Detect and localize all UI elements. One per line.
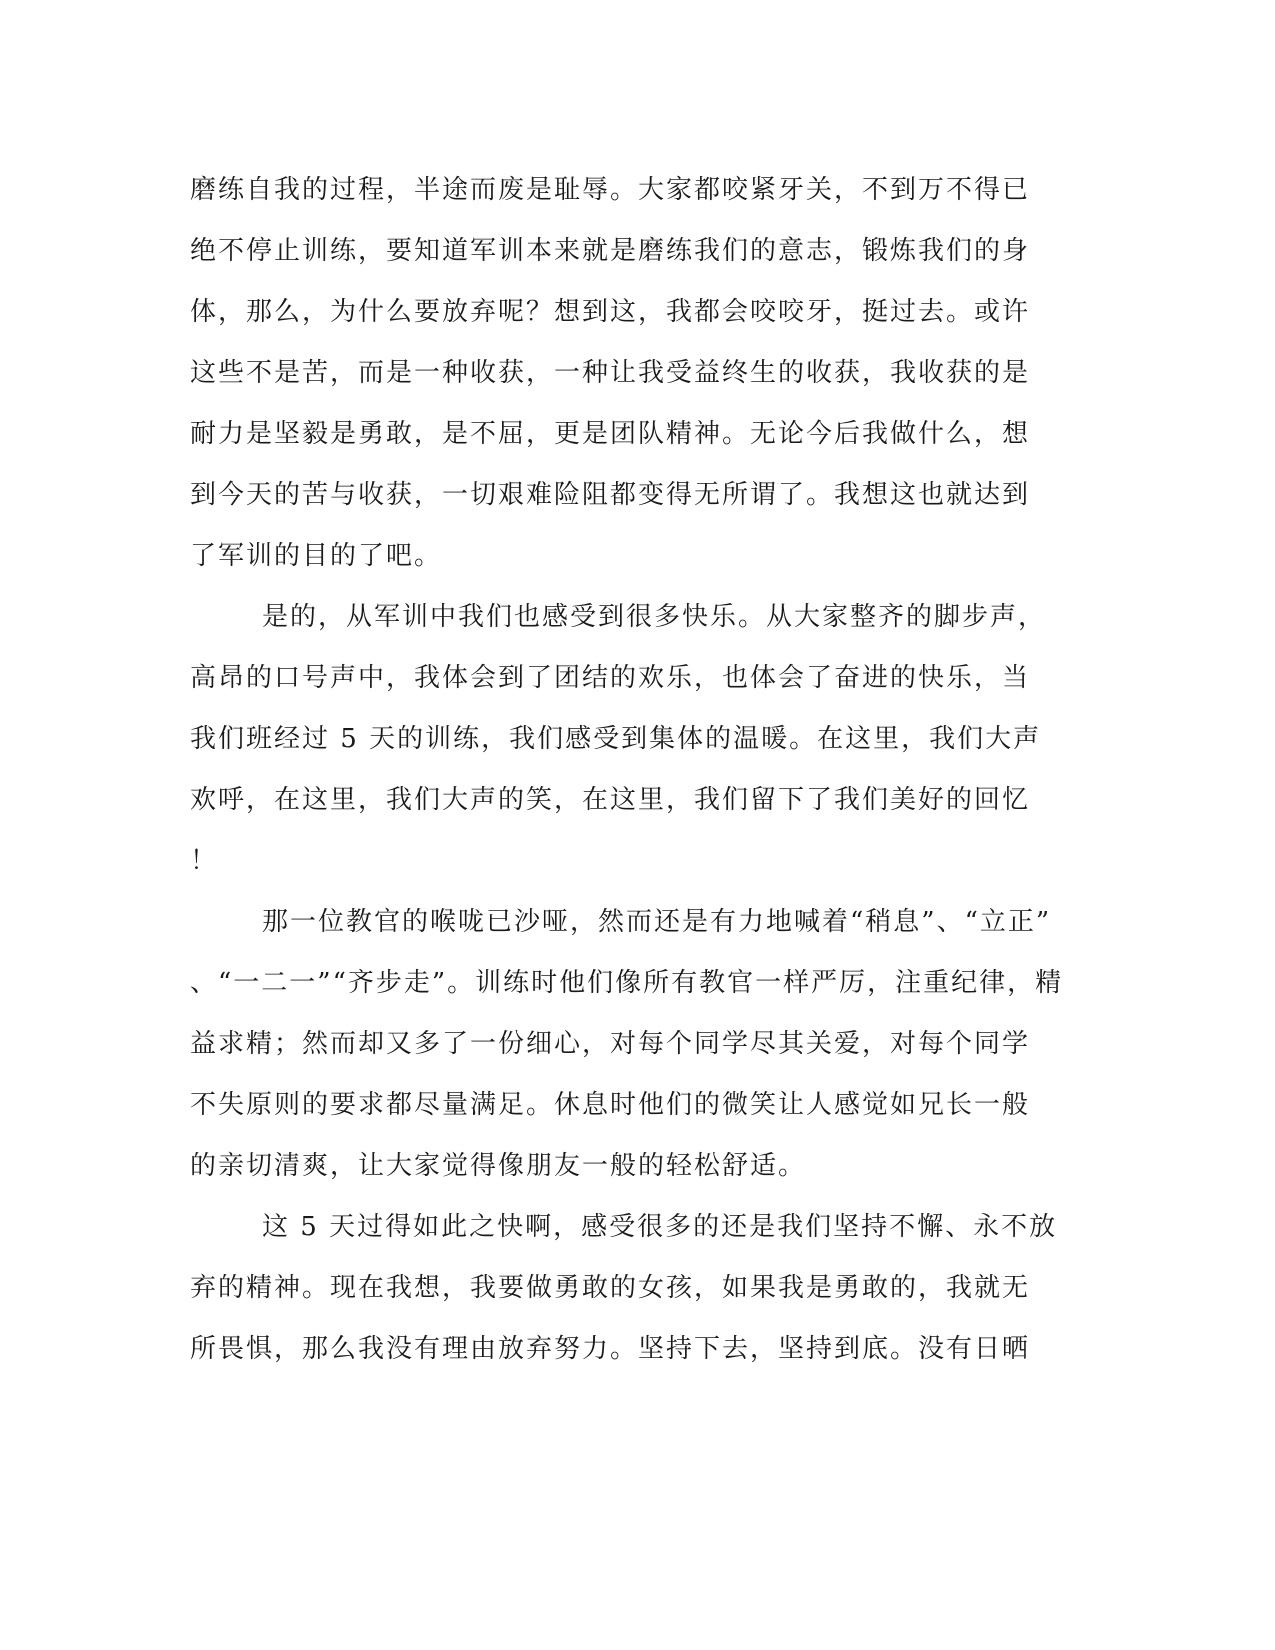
paragraph-start-line: 这 5 天过得如此之快啊，感受很多的还是我们坚持不懈、永不放 <box>262 1212 1058 1242</box>
text-line: 绝不停止训练，要知道军训本来就是磨练我们的意志，锻炼我们的身 <box>190 236 1031 266</box>
text-line: 不失原则的要求都尽量满足。休息时他们的微笑让人感觉如兄长一般 <box>190 1090 1031 1120</box>
text-line: 弃的精神。现在我想，我要做勇敢的女孩，如果我是勇敢的，我就无 <box>190 1273 1031 1303</box>
body-text <box>190 160 1070 1380</box>
text-line: 、“一二一”“齐步走”。训练时他们像所有教官一样严厉，注重纪律，精 <box>190 968 1064 998</box>
text-line: 耐力是坚毅是勇敢，是不屈，更是团队精神。无论今后我做什么，想 <box>190 419 1031 449</box>
text-line: 高昂的口号声中，我体会到了团结的欢乐，也体会了奋进的快乐，当 <box>190 663 1031 693</box>
text-line: 了军训的目的了吧。 <box>190 541 443 571</box>
text-line: 的亲切清爽，让大家觉得像朋友一般的轻松舒适。 <box>190 1151 807 1181</box>
paragraph-start-line: 那一位教官的喉咙已沙哑，然而还是有力地喊着“稍息”、“立正” <box>262 907 1052 937</box>
text-line: 到今天的苦与收获，一切艰难险阻都变得无所谓了。我想这也就达到 <box>190 480 1031 510</box>
text-line: 益求精；然而却又多了一份细心，对每个同学尽其关爱，对每个同学 <box>190 1029 1031 1059</box>
text-line: 磨练自我的过程，半途而废是耻辱。大家都咬紧牙关，不到万不得已 <box>190 175 1031 205</box>
text-line: ！ <box>190 846 219 876</box>
text-line: 这些不是苦，而是一种收获，一种让我受益终生的收获，我收获的是 <box>190 358 1031 388</box>
paragraph-start-line: 是的，从军训中我们也感受到很多快乐。从大家整齐的脚步声， <box>262 602 1047 632</box>
text-line: 所畏惧，那么我没有理由放弃努力。坚持下去，坚持到底。没有日晒 <box>190 1334 1031 1364</box>
text-line: 我们班经过 5 天的训练，我们感受到集体的温暖。在这里，我们大声 <box>190 724 1042 754</box>
text-line: 欢呼，在这里，我们大声的笑，在这里，我们留下了我们美好的回忆 <box>190 785 1031 815</box>
text-line: 体，那么，为什么要放弃呢？想到这，我都会咬咬牙，挺过去。或许 <box>190 297 1031 327</box>
